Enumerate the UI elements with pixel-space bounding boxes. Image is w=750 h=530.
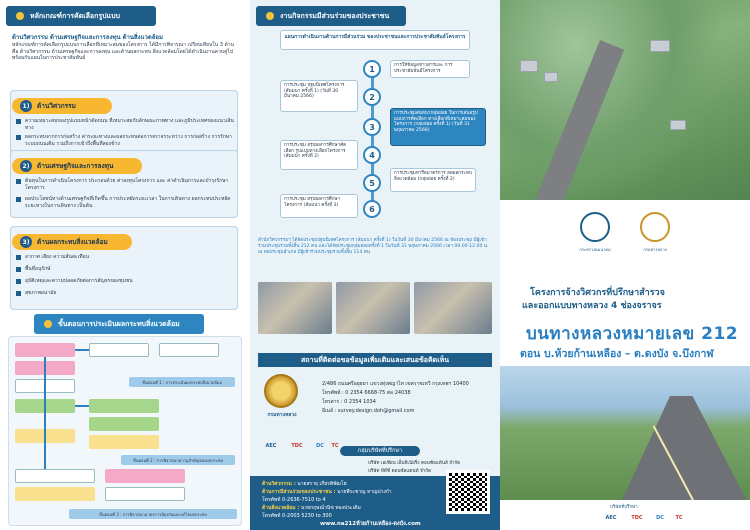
cover-panel [500,0,750,530]
meeting-photo [336,282,410,334]
house-shape [520,60,538,72]
footer-caption: บริษัทที่ปรึกษา [610,505,638,510]
tc-logo: TC [675,515,683,521]
consultant-company: บริษัท เอเซียน เอ็นจิเนียริ่ง คอนซัลแท้นส์ จำกัด [368,461,461,466]
owner-participation: ด้านการมีส่วนร่วมของประชาชน : นายพีระชาญ หาญปวงกำ [262,489,392,495]
criteria-title-1: ด้านวิศวกรรม [37,102,76,110]
criteria-bullet: พื้นที่อนุรักษ์ [16,266,240,273]
criteria-bullet: อุบัติเหตุและความปลอดภัยต่อการสัญจรของชุมชน [16,278,240,285]
seal-caption: กรมทางหลวง [267,412,297,418]
header-dot-icon [16,12,24,20]
flow-diagram [8,336,242,526]
plan-intro-box: แผนการดำเนินงานด้านการมีส่วนร่วม ของประชาชนและการประชาสัมพันธ์โครงการ [280,30,470,50]
flow-section-header [34,314,204,334]
criteria-box-head-3 [12,234,132,250]
meeting-photo [414,282,492,334]
dc-logo: DC [316,443,324,449]
house-shape [650,40,670,52]
contact-email[interactable]: อีเมล์ : survey.design.doh@gmail.com [322,408,415,414]
step-box-6: การประชุม สรุปผลการศึกษาโครงการ (สัมมนา ครั้งที่ 3) [280,194,358,218]
qr-code[interactable] [446,470,490,514]
flow-box [89,399,159,413]
doh-caption: กรมทางหลวง [643,247,667,252]
consultant-title: กลุ่มบริษัทที่ปรึกษา [340,446,420,456]
section-title: ตอน บ.ห้วยก้านเหลือง – ต.ดงบัง จ.บึงกาฬ [520,348,714,360]
step-number-3: 3 [363,118,381,136]
participation-section-title: งานกิจกรรมมีส่วนร่วมของประชาชน [280,11,390,20]
criteria-section-header [6,6,156,26]
flow-step-3: ขั้นตอนที่ 3 : การพิจารณามาตรการป้องกันและแก้ไขผลกระทบ [69,509,237,519]
criteria-section-title: หลักเกณฑ์การคัดเลือกรูปแบบ [30,11,120,20]
project-website[interactable]: www.na212ห้วยก้านเหลือง-ดงบัง.com [320,521,421,527]
consultant-company: บริษัท ทีดีซี คอนซัลแตนท์ จำกัด [368,469,432,474]
owner-phone-2: โทรศัพท์ 0-2003 5230 to 300 [262,513,332,519]
house-shape [670,120,686,130]
highway-title: บนทางหลวงหมายเลข 212 [526,324,739,344]
criteria-box-head-1 [12,98,112,114]
contact-address: 2/486 ถนนศรีอยุธยา แขวงทุ่งพญาไท เขตราชเทวี กรุงเทพฯ 10400 [322,381,469,387]
contact-phone: โทรศัพท์ : 0 2354 6668-75 ต่อ 24038 [322,390,411,396]
flow-box [105,469,185,483]
flow-connector [75,405,89,407]
step-number-4: 4 [363,146,381,164]
puzzle-icon [44,320,52,328]
step-number-6: 6 [363,200,381,218]
tdc-logo: TDC [631,515,643,521]
step-number-2: 2 [363,88,381,106]
ministry-logo [580,212,610,242]
doh-logo [640,212,670,242]
criteria-bullet: ผลกระทบจากการก่อสร้าง ค่าระยะทางและผลกระทบต่อการจราจรระหว่าง การก่อสร้าง การรักษาระบบถนนเดิม รวมถึงการเข้าถึงพื้นที่สองข้าง [16,134,240,147]
flow-box [15,343,75,357]
criteria-bullet: สุขภาพอนามัย [16,290,240,297]
dc-logo: DC [656,515,664,521]
step-box-5: การประชุมหารือมาตรการ ลดผลกระทบสิ่งแวดล้อม (กลุ่มย่อย ครั้งที่ 2) [390,168,476,192]
participation-panel [250,0,500,530]
flow-box [89,435,159,449]
contact-fax: โทรสาร : 0 2354 1034 [322,399,376,405]
tdc-logo: TDC [291,443,303,449]
criteria-bullet: ผลประโยชน์ทางด้านเศรษฐกิจที่เกิดขึ้น การประหยัดระยะเวลา ในการเดินทาง ผลกระทบประหยัดระยะทางในการเดินทาง เป็นต้น [16,196,240,209]
criteria-num-3: 3) [20,236,32,248]
criteria-title-3: ด้านผลกระทบสิ่งแวดล้อม [37,238,108,246]
flow-step-1: ขั้นตอนที่ 1 : การประเมินผลกระทบสิ่งแวดล้อม [129,377,235,387]
meeting-summary: สำนักวิศวกรรมฯ ได้จัดประชุมปฐมนิเทศโครงการ (สัมมนา ครั้งที่ 1) ในวันที่ 30 มีนาคม 2566 ณ ห้องประชุม มีผู้เข้าร่วมประชุมรวมทั้งสิ้น 212 คน และได้จัดประชุมกลุ่มย่อยครั้งที่ 1 ในวันที่ 31 พฤษภาคม 2566 เวลา 09.00-12.00 น. ณ หอประชุมอำเภอ มีผู้เข้าร่วมประชุมรวมทั้งสิ้น 114 คน [258,238,489,255]
step-box-1: การให้ข้อมูลข่าวสารและ การประชาสัมพันธ์โครงการ [390,60,470,78]
flow-connector [44,357,46,469]
criteria-bullet: ต้นทุนในการดำเนินโครงการ ประกอบด้วย ค่าลงทุนโครงการ และ ค่าดำเนินการและบำรุงรักษาโครงการ [16,178,240,191]
project-title-line1: โครงการจ้างวิศวกรที่ปรึกษาสำรวจ [530,288,665,298]
flow-box [105,487,185,501]
criteria-num-2: 2) [20,160,32,172]
criteria-title-2: ด้านเศรษฐกิจและการลงทุน [37,162,114,170]
step-number-5: 5 [363,174,381,192]
step-box-2: การประชุม ปฐมนิเทศโครงการ (สัมมนา ครั้งที่ 1) (วันที่ 30 มีนาคม 2566) [280,80,358,112]
flow-step-2: ขั้นตอนที่ 2 : การพิจารณาความสำคัญของผลกระทบ [121,455,235,465]
flow-box [89,343,149,357]
flow-box [89,417,159,431]
project-title-line2: และออกแบบทางหลวง 4 ช่องจราจร [522,301,662,311]
doh-seal-logo [264,374,298,408]
participation-section-header [256,6,406,26]
owner-phone-1: โทรศัพท์ 0-2636-7510 to 4 [262,497,326,503]
house-shape [544,72,558,82]
meeting-photo [258,282,332,334]
step-number-1: 1 [363,60,381,78]
criteria-intro-text: หลักเกณฑ์การคัดเลือกรูปแบบการเลือกที่เหมาะสมของโครงการ ได้มีการพิจารณา เปรียบเทียบใน 3 ด้าน คือ ด้านวิศวกรรม ด้านเศรษฐกิจและการลงทุน และด้านผลกระทบ สิ่งแวดล้อมโดยได้ดำเนินงานควบคู่ไปพร้อมกับแผนในการประชาสัมพันธ์ [12,42,234,61]
flow-connector [75,349,89,351]
ministry-caption: กระทรวงคมนาคม [579,247,611,252]
step-box-4: การประชุม สรุปผลการศึกษาคัดเลือก รูปแบบทางเลือกโครงการ (สัมมนา ครั้งที่ 2) [280,140,358,170]
aec-logo: AEC [265,443,277,449]
criteria-bullet: อากาศ เสียง ความสั่นสะเทือน [16,254,240,261]
tc-logo: TC [331,443,339,449]
flow-box [15,487,95,501]
header-dot-icon [266,12,274,20]
criteria-bullet: ความเหมาะสมของรูปแบบหน้าตัดถนน ที่เหมาะสมกับลักษณะภาพทาง และภูมิประเทศของแนวเส้นทาง [16,118,240,131]
step-box-3: การประชุมสนทนากลุ่มย่อย ในการเสนอรูปแบบการคัดเลือก ทางเลือกที่เหมาะสมของโครงการ (กลุ่มย่อย ครั้งที่ 1) (วันที่ 31 พฤษภาคม 2566) [390,108,486,146]
contact-title: สถานที่ติดต่อขอข้อมูลเพิ่มเติมและเสนอข้อคิดเห็น [258,353,492,367]
aec-logo: AEC [605,515,617,521]
flow-title: ขั้นตอนการประเมินผลกระทบสิ่งแวดล้อม [58,319,180,328]
criteria-panel [0,0,250,530]
owner-engineering: ด้านวิศวกรรม : นายสรายุ เกียรติพัฒโฮ [262,481,347,487]
criteria-num-1: 1) [20,100,32,112]
flow-box [159,343,219,357]
criteria-box-head-2 [12,158,142,174]
criteria-intro-title: ด้านวิศวกรรม ด้านเศรษฐกิจและการลงทุน ด้านสิ่งแวดล้อม [12,34,163,41]
owner-environment: ด้านสิ่งแวดล้อม : นายกฤษณ์วนิช ทองประเดิม [262,505,361,511]
flow-box [15,469,95,483]
